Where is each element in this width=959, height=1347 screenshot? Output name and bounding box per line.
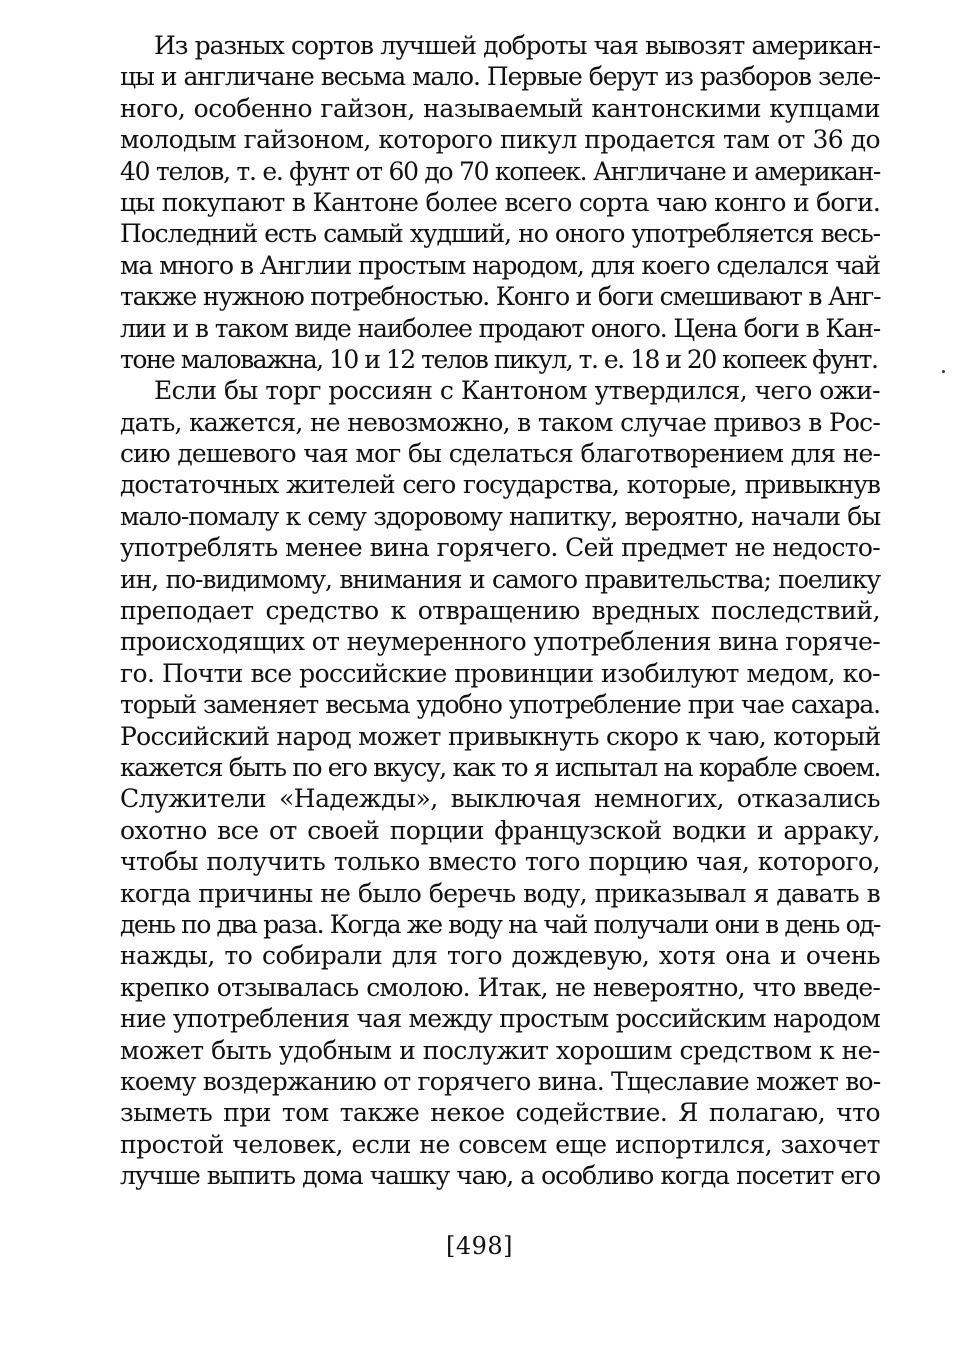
text-line: лии и в таком виде наиболее продают оного. Цена боги в Кан-: [120, 313, 880, 343]
page-text: [120, 30, 880, 1191]
text-line: цы и англичане весьма мало. Первые берут из разборов зеле-: [120, 62, 880, 92]
text-line: достаточных жителей сего государства, которые, привыкнув: [120, 470, 880, 500]
text-line: торый заменяет весьма удобно употребление при чае сахара.: [120, 690, 880, 720]
text-line: преподает средство к отвращению вредных последствий,: [120, 596, 880, 626]
text-line: употреблять менее вина горячего. Сей предмет не недосто-: [120, 533, 880, 563]
text-line: нажды, то собирали для того дождевую, хотя она и очень: [120, 941, 880, 971]
text-line: 40 телов, т. е. фунт от 60 до 70 копеек. Англичане и американ-: [120, 156, 880, 186]
text-line: простой человек, если не совсем еще испортился, захочет: [120, 1129, 880, 1159]
paragraph-1: [120, 30, 880, 375]
paragraph-2: [120, 375, 880, 1191]
text-line: дать, кажется, не невозможно, в таком случае привоз в Рос-: [120, 407, 880, 437]
text-line: чтобы получить только вместо того порцию чая, которого,: [120, 847, 880, 877]
page-number: [498]: [445, 1232, 514, 1260]
text-line: Последний есть самый худший, но оного употребляется весь-: [120, 219, 880, 249]
text-line: день по два раза. Когда же воду на чай получали они в день од-: [120, 909, 880, 939]
text-line: тоне маловажна, 10 и 12 телов пикул, т. е. 18 и 20 копеек фунт.: [120, 344, 878, 374]
text-line: коему воздержанию от горячего вина. Тщеславие может во-: [120, 1066, 881, 1096]
text-line: Российский народ может привыкнуть скоро к чаю, который: [120, 721, 881, 751]
text-line: кажется быть по его вкусу, как то я испытал на корабле своем.: [120, 752, 880, 782]
text-line: сию дешевого чая мог бы сделаться благотворением для не-: [120, 439, 880, 469]
text-line: лучше выпить дома чашку чаю, а особливо когда посетит его: [120, 1161, 880, 1191]
text-line: происходящих от неумеренного употребления вина горяче-: [120, 627, 880, 657]
text-line: также нужною потребностью. Конго и боги смешивают в Анг-: [120, 282, 881, 312]
text-line: ного, особенно гайзон, называемый кантонскими купцами: [120, 93, 880, 123]
text-line: может быть удобным и послужит хорошим средством к не-: [120, 1035, 880, 1065]
text-line: Из разных сортов лучшей доброты чая вывозят американ-: [154, 31, 880, 60]
text-line: когда причины не было беречь воду, приказывал я давать в: [120, 878, 880, 908]
text-line: ин, по-видимому, внимания и самого правительства; поелику: [120, 564, 880, 594]
text-line: молодым гайзоном, которого пикул продается там от 36 до: [120, 125, 880, 155]
text-line: ние употребления чая между простым российским народом: [120, 1004, 880, 1034]
text-line: охотно все от своей порции французской водки и арраку,: [120, 815, 880, 845]
scan-speck: [942, 370, 945, 373]
text-line: Служители «Надежды», выключая немногих, отказались: [120, 784, 880, 814]
text-line: Если бы торг россиян с Кантоном утвердился, чего ожи-: [154, 376, 880, 406]
text-line: крепко отзывалась смолою. Итак, не невероятно, что введе-: [120, 972, 880, 1002]
text-line: ма много в Англии простым народом, для коего сделался чай: [120, 250, 880, 280]
text-line: зыметь при том также некое содействие. Я полагаю, что: [120, 1098, 880, 1128]
text-line: го. Почти все российские провинции изобилуют медом, ко-: [120, 658, 880, 688]
text-line: цы покупают в Кантоне более всего сорта чаю конго и боги.: [120, 187, 880, 217]
text-line: мало-помалу к сему здоровому напитку, вероятно, начали бы: [120, 501, 880, 531]
